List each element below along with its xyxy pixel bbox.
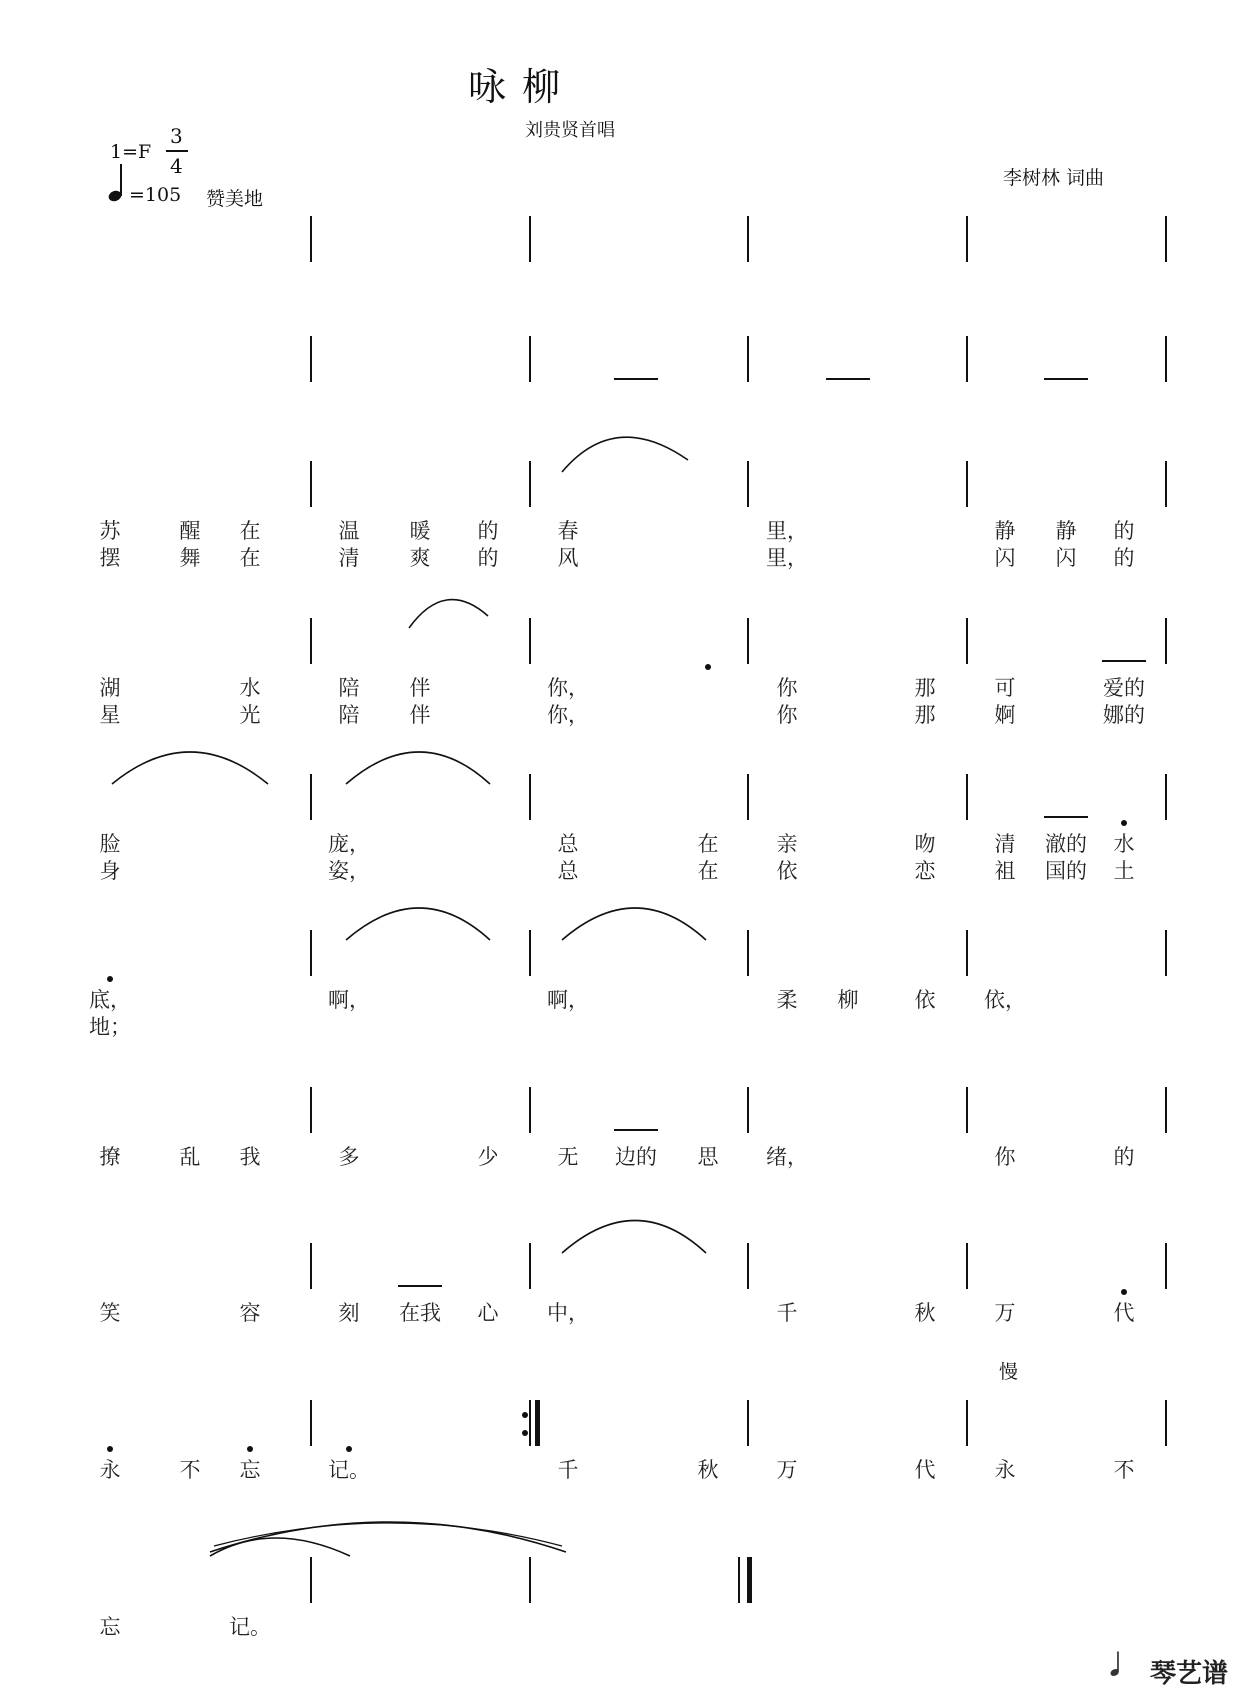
lyric: 那 (914, 676, 936, 700)
lyric: 星 (99, 703, 121, 727)
lyric: 我 (239, 1145, 261, 1169)
lyric: 脸 (99, 832, 121, 856)
lyric: 里， (766, 519, 808, 543)
lyric: 永 (99, 1458, 121, 1482)
lyric: 代 (914, 1458, 936, 1482)
lyric: 在我 (399, 1301, 441, 1325)
lyric: 土 (1113, 859, 1135, 883)
lyric: 你， (547, 703, 589, 727)
lyric: 万 (776, 1458, 798, 1482)
lyric: 的 (1113, 1145, 1135, 1169)
lyric: 不 (1113, 1458, 1135, 1482)
lyric: 那 (914, 703, 936, 727)
lyric: 水 (1113, 832, 1135, 856)
lyric: 底， (89, 988, 131, 1012)
lyric: 依 (776, 859, 798, 883)
watermark-icon: 𝅘𝅥 (1110, 1648, 1120, 1683)
lyric: 无 (557, 1145, 579, 1169)
lyric: 的 (477, 519, 499, 543)
time-signature-top: 3 (170, 124, 183, 148)
lyric: 依 (914, 988, 936, 1012)
slur (562, 1221, 706, 1254)
lyric: 秋 (914, 1301, 936, 1325)
lyric: 你 (776, 703, 798, 727)
lyric: 在 (239, 519, 261, 543)
lyric: 的 (1113, 519, 1135, 543)
lyric: 陪 (338, 703, 360, 727)
lyric: 万 (994, 1301, 1016, 1325)
lyric: 代 (1113, 1301, 1135, 1325)
slur (112, 752, 268, 784)
lyric: 温 (338, 519, 360, 543)
lyric: 在 (239, 546, 261, 570)
lyric: 你， (547, 676, 589, 700)
slur (346, 752, 490, 784)
lyric: 中， (547, 1301, 589, 1325)
lyric: 澈的 (1045, 832, 1087, 856)
subtitle: 刘贵贤首唱 (525, 120, 615, 141)
lyric: 苏 (99, 519, 121, 543)
page-title: 咏 柳 (468, 65, 563, 109)
lyric: 忘 (239, 1458, 261, 1482)
lyric: 容 (239, 1301, 261, 1325)
lyric: 娜的 (1103, 703, 1145, 727)
lyric: 心 (477, 1301, 499, 1325)
lyric: 风 (557, 546, 579, 570)
lyric: 柔 (776, 988, 798, 1012)
lyric: 总 (557, 832, 579, 856)
lyric: 刻 (338, 1301, 360, 1325)
slur (562, 437, 688, 472)
slur (346, 908, 490, 940)
lyric: 多 (338, 1145, 360, 1169)
lyric: 的 (477, 546, 499, 570)
lyric: 春 (557, 519, 579, 543)
lyric: 身 (99, 859, 121, 883)
lyric: 醒 (179, 519, 201, 543)
lyric: 少 (477, 1145, 499, 1169)
lyric: 国的 (1045, 859, 1087, 883)
lyric: 舞 (179, 546, 201, 570)
lyric: 伴 (409, 703, 431, 727)
time-signature-bottom: 4 (170, 154, 183, 178)
lyric: 恋 (914, 859, 936, 883)
tempo-marking: =105 (129, 184, 182, 206)
lyric: 静 (994, 519, 1016, 543)
lyric: 啊， (547, 988, 589, 1012)
lyric: 在 (697, 832, 719, 856)
lyric: 吻 (914, 832, 936, 856)
lyric: 你 (776, 676, 798, 700)
lyric: 啊， (328, 988, 370, 1012)
lyric: 思 (697, 1145, 719, 1169)
lyric: 暖 (409, 519, 431, 543)
lyric: 依， (984, 988, 1026, 1012)
lyric: 清 (338, 546, 360, 570)
lyric: 记。 (229, 1615, 271, 1639)
tie (210, 1538, 350, 1556)
lyric: 你 (994, 1145, 1016, 1169)
lyric: 亲 (776, 832, 798, 856)
lyric: 闪 (994, 546, 1016, 570)
lyric: 里， (766, 546, 808, 570)
slur (409, 600, 488, 628)
lyric: 爱的 (1103, 676, 1145, 700)
lyric: 姿， (328, 859, 370, 883)
credits: 李树林 词曲 (1003, 167, 1105, 189)
lyric: 庞， (328, 832, 370, 856)
lyric: 闪 (1055, 546, 1077, 570)
slur (562, 908, 706, 940)
lyric: 清 (994, 832, 1016, 856)
slur (214, 1523, 562, 1546)
lyric: 乱 (179, 1145, 201, 1169)
lyric: 婀 (994, 703, 1016, 727)
lyric: 边的 (615, 1145, 657, 1169)
lyric: 可 (994, 676, 1016, 700)
lyric: 水 (239, 676, 261, 700)
lyric: 笑 (99, 1301, 121, 1325)
lyric: 的 (1113, 546, 1135, 570)
lyric: 爽 (409, 546, 431, 570)
lyric: 伴 (409, 676, 431, 700)
lyric: 千 (776, 1301, 798, 1325)
lyric: 地； (89, 1015, 131, 1039)
lyric: 在 (697, 859, 719, 883)
lyric: 忘 (99, 1615, 121, 1639)
slur (210, 1522, 566, 1552)
lyric: 记。 (328, 1458, 370, 1482)
lyric: 千 (557, 1458, 579, 1482)
slow-marking: 慢 (999, 1361, 1019, 1383)
lyric: 静 (1055, 519, 1077, 543)
lyric: 不 (179, 1458, 201, 1482)
lyric: 绪， (766, 1145, 808, 1169)
lyric: 总 (557, 859, 579, 883)
lyric: 秋 (697, 1458, 719, 1482)
key-signature: 1=F (110, 141, 152, 163)
lyric: 摆 (99, 546, 121, 570)
lyric: 光 (239, 703, 261, 727)
lyric: 湖 (99, 676, 121, 700)
lyric: 祖 (994, 859, 1016, 883)
lyric: 陪 (338, 676, 360, 700)
expression-marking: 赞美地 (206, 188, 264, 210)
lyric: 柳 (837, 988, 859, 1012)
lyric: 永 (994, 1458, 1016, 1482)
lyric: 撩 (99, 1145, 121, 1169)
watermark: 琴艺谱 (1150, 1659, 1229, 1689)
